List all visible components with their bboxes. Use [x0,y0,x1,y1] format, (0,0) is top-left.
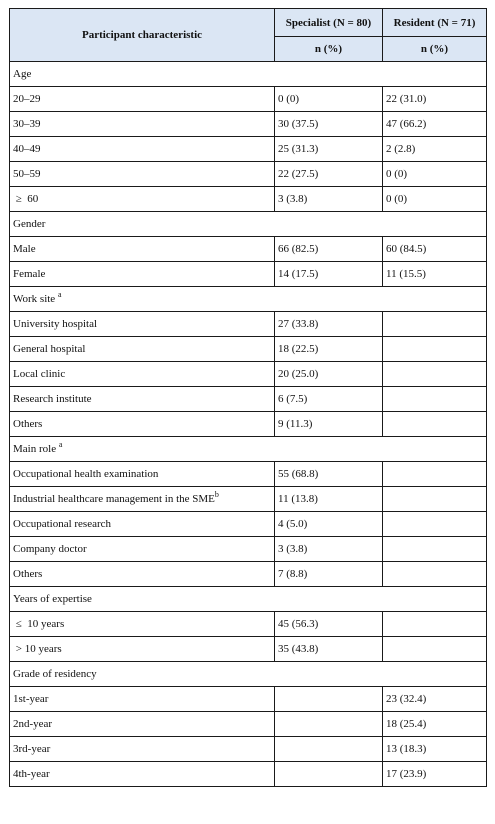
resident-cell: 2 (2.8) [383,137,487,162]
section-label-text: Grade of residency [13,668,97,680]
characteristic-cell [10,137,275,162]
specialist-cell: 22 (27.5) [275,162,383,187]
section-row [10,212,487,237]
characteristic-label: Occupational research [13,518,112,530]
characteristic-cell [10,87,275,112]
characteristic-cell [10,462,275,487]
header-specialist: Specialist (N = 80) [275,9,383,37]
characteristic-label: General hospital [13,343,86,355]
specialist-cell [275,712,383,737]
section-row [10,662,487,687]
section-label [10,662,487,687]
resident-cell: 23 (32.4) [383,687,487,712]
table-row [10,262,487,287]
table-row [10,387,487,412]
section-label [10,62,487,87]
characteristic-label: > 10 years [13,643,62,655]
specialist-cell: 18 (22.5) [275,337,383,362]
characteristic-cell [10,337,275,362]
header-resident-unit: n (%) [383,37,487,62]
table-body [10,62,487,787]
resident-cell [383,337,487,362]
resident-cell [383,312,487,337]
characteristic-cell [10,737,275,762]
resident-cell: 22 (31.0) [383,87,487,112]
specialist-cell: 7 (8.8) [275,562,383,587]
table-row [10,687,487,712]
specialist-cell: 30 (37.5) [275,112,383,137]
characteristic-label: 20–29 [13,93,41,105]
table-row [10,337,487,362]
participant-characteristics-table-container [9,8,486,787]
characteristic-label: 1st-year [13,693,49,705]
resident-cell [383,412,487,437]
resident-cell: 60 (84.5) [383,237,487,262]
characteristic-cell [10,412,275,437]
table-row [10,312,487,337]
characteristic-label: Male [13,243,36,255]
section-label-text: Gender [13,218,46,230]
resident-cell [383,462,487,487]
resident-cell: 18 (25.4) [383,712,487,737]
characteristic-cell [10,237,275,262]
header-specialist-unit: n (%) [275,37,383,62]
characteristic-cell [10,637,275,662]
section-row [10,287,487,312]
characteristic-label: Female [13,268,46,280]
table-row [10,512,487,537]
characteristic-cell [10,312,275,337]
characteristic-cell [10,362,275,387]
section-label [10,212,487,237]
resident-cell [383,637,487,662]
characteristic-label: 40–49 [13,143,41,155]
table-header [10,9,487,62]
participant-characteristics-table [9,8,487,787]
table-row [10,612,487,637]
characteristic-cell [10,687,275,712]
footnote-marker: a [58,440,63,449]
section-row [10,62,487,87]
specialist-cell: 14 (17.5) [275,262,383,287]
section-row [10,437,487,462]
characteristic-cell [10,162,275,187]
specialist-cell: 20 (25.0) [275,362,383,387]
characteristic-label: 4th-year [13,768,50,780]
resident-cell: 17 (23.9) [383,762,487,787]
characteristic-cell [10,512,275,537]
specialist-cell: 11 (13.8) [275,487,383,512]
characteristic-label: 30–39 [13,118,41,130]
specialist-cell: 3 (3.8) [275,537,383,562]
table-row [10,762,487,787]
table-row [10,187,487,212]
specialist-cell [275,687,383,712]
table-row [10,537,487,562]
specialist-cell [275,737,383,762]
characteristic-cell [10,612,275,637]
resident-cell: 0 (0) [383,162,487,187]
resident-cell: 0 (0) [383,187,487,212]
specialist-cell: 35 (43.8) [275,637,383,662]
characteristic-cell [10,487,275,512]
characteristic-label: Research institute [13,393,92,405]
specialist-cell: 4 (5.0) [275,512,383,537]
table-row [10,712,487,737]
specialist-cell: 66 (82.5) [275,237,383,262]
characteristic-label: Others [13,418,43,430]
section-row [10,587,487,612]
characteristic-label: ≥ 60 [13,193,39,205]
characteristic-label: 2nd-year [13,718,53,730]
table-row [10,737,487,762]
characteristic-cell [10,562,275,587]
characteristic-label: Local clinic [13,368,66,380]
section-label [10,437,487,462]
resident-cell [383,512,487,537]
characteristic-label: University hospital [13,318,98,330]
table-row [10,462,487,487]
resident-cell [383,362,487,387]
header-row [10,9,487,37]
specialist-cell: 3 (3.8) [275,187,383,212]
characteristic-cell [10,387,275,412]
characteristic-label: Company doctor [13,543,87,555]
characteristic-label: Industrial healthcare management in the SME [13,493,215,505]
specialist-cell [275,762,383,787]
characteristic-label: 50–59 [13,168,41,180]
resident-cell [383,387,487,412]
section-label-text: Years of expertise [13,593,92,605]
specialist-cell: 0 (0) [275,87,383,112]
section-label-text: Main role [13,443,59,455]
specialist-cell: 27 (33.8) [275,312,383,337]
resident-cell: 47 (66.2) [383,112,487,137]
specialist-cell: 6 (7.5) [275,387,383,412]
table-row [10,412,487,437]
footnote-marker: b [214,490,219,499]
table-row [10,137,487,162]
section-label-text: Age [13,68,32,80]
table-row [10,362,487,387]
table-row [10,487,487,512]
characteristic-label: ≤ 10 years [13,618,65,630]
table-row [10,237,487,262]
characteristic-cell [10,712,275,737]
section-label [10,587,487,612]
resident-cell [383,562,487,587]
table-row [10,87,487,112]
characteristic-cell [10,537,275,562]
specialist-cell: 55 (68.8) [275,462,383,487]
characteristic-cell [10,762,275,787]
specialist-cell: 25 (31.3) [275,137,383,162]
specialist-cell: 9 (11.3) [275,412,383,437]
table-row [10,112,487,137]
resident-cell [383,612,487,637]
specialist-cell: 45 (56.3) [275,612,383,637]
header-participant-characteristic: Participant characteristic [10,9,275,62]
footnote-marker: a [57,290,62,299]
characteristic-cell [10,112,275,137]
characteristic-label: Occupational health examination [13,468,159,480]
characteristic-label: 3rd-year [13,743,51,755]
table-row [10,637,487,662]
table-row [10,562,487,587]
section-label-text: Work site [13,293,58,305]
resident-cell [383,537,487,562]
resident-cell: 13 (18.3) [383,737,487,762]
characteristic-cell [10,187,275,212]
section-label [10,287,487,312]
characteristic-cell [10,262,275,287]
header-resident: Resident (N = 71) [383,9,487,37]
resident-cell: 11 (15.5) [383,262,487,287]
resident-cell [383,487,487,512]
table-row [10,162,487,187]
characteristic-label: Others [13,568,43,580]
